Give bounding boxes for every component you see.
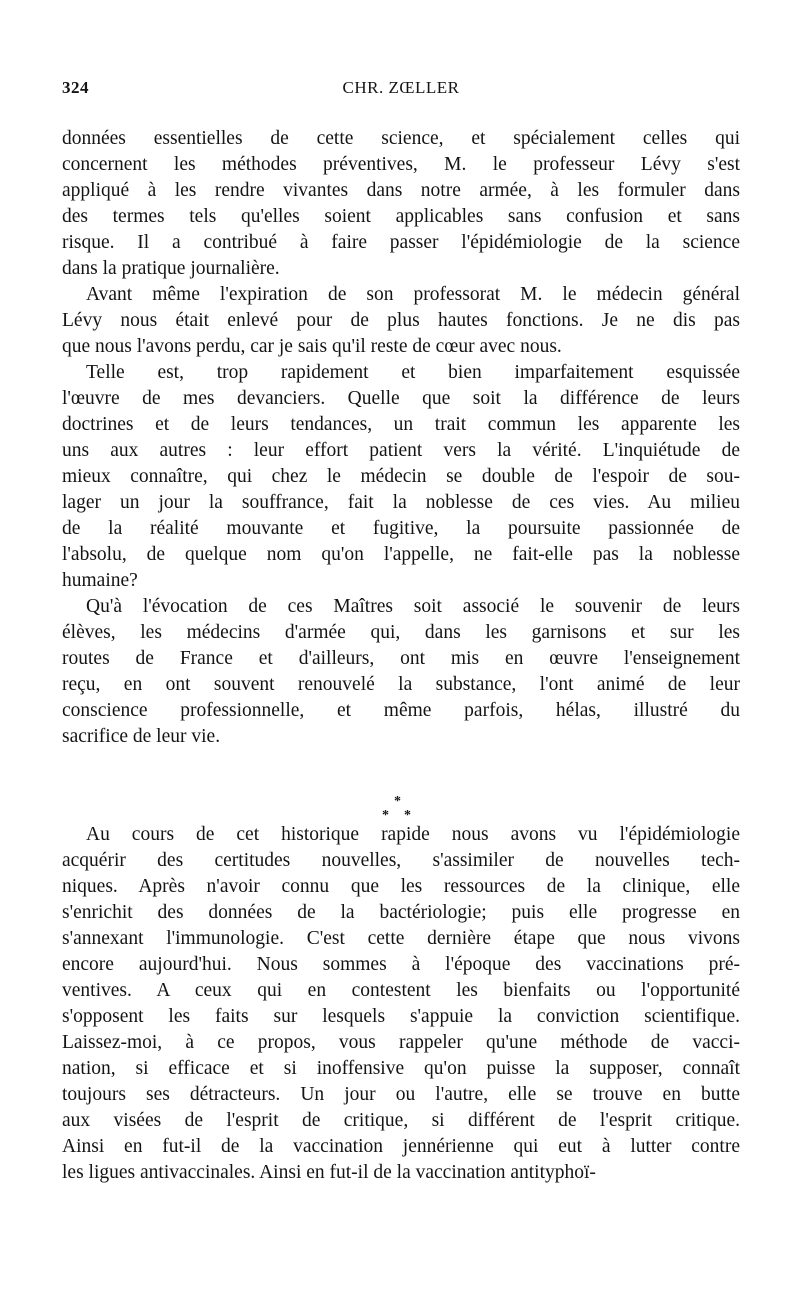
text-line: appliqué à les rendre vivantes dans notre armée, à les formuler dans: [62, 180, 740, 201]
text-line: conscience professionnelle, et même parfois, hélas, illustré du: [62, 700, 740, 721]
text-block-lower: [62, 822, 740, 1186]
text-line: Au cours de cet historique rapide nous avons vu l'épidémiologie: [86, 824, 740, 845]
text-line: des termes tels qu'elles soient applicables sans confusion et sans: [62, 206, 740, 227]
text-line: uns aux autres : leur effort patient vers la vérité. L'inquiétude de: [62, 440, 740, 461]
text-line: données essentielles de cette science, et spécialement celles qui: [62, 128, 740, 149]
text-line: nation, si efficace et si inoffensive qu'on puisse la supposer, connaît: [62, 1058, 740, 1079]
asterism-star: *: [394, 794, 401, 809]
text-line: de la réalité mouvante et fugitive, la poursuite passionnée de: [62, 518, 740, 539]
text-line: s'enrichit des données de la bactériologie; puis elle progresse en: [62, 902, 740, 923]
text-line: dans la pratique journalière.: [62, 258, 280, 279]
text-line: doctrines et de leurs tendances, un trait commun les apparente les: [62, 414, 740, 435]
text-line: humaine?: [62, 570, 138, 591]
text-line: l'œuvre de mes devanciers. Quelle que soit la différence de leurs: [62, 388, 740, 409]
text-line: ventives. A ceux qui en contestent les bienfaits ou l'opportunité: [62, 980, 740, 1001]
text-line: l'absolu, de quelque nom qu'on l'appelle, ne fait-elle pas la noblesse: [62, 544, 740, 565]
text-line: s'opposent les faits sur lesquels s'appuie la conviction scientifique.: [62, 1006, 740, 1027]
text-line: Avant même l'expiration de son professorat M. le médecin général: [86, 284, 740, 305]
page-number: 324: [62, 78, 89, 97]
text-line: encore aujourd'hui. Nous sommes à l'époque des vaccinations pré-: [62, 954, 740, 975]
text-line: sacrifice de leur vie.: [62, 726, 221, 747]
text-line: Laissez-moi, à ce propos, vous rappeler qu'une méthode de vacci-: [62, 1032, 740, 1053]
text-line: reçu, en ont souvent renouvelé la substance, l'ont animé de leur: [62, 674, 740, 695]
asterism-star: *: [382, 808, 389, 823]
text-line: élèves, les médecins d'armée qui, dans les garnisons et sur les: [62, 622, 740, 643]
text-line: Ainsi en fut-il de la vaccination jennérienne qui eut à lutter contre: [62, 1136, 740, 1157]
paragraph: [62, 822, 740, 1186]
text-line: mieux connaître, qui chez le médecin se double de l'espoir de sou-: [62, 466, 740, 487]
text-line: aux visées de l'esprit de critique, si différent de l'esprit critique.: [62, 1110, 740, 1131]
text-line: Telle est, trop rapidement et bien imparfaitement esquissée: [86, 362, 740, 383]
text-line: risque. Il a contribué à faire passer l'épidémiologie de la science: [62, 232, 740, 253]
text-line: toujours ses détracteurs. Un jour ou l'autre, elle se trouve en butte: [62, 1084, 740, 1105]
paragraph: [62, 360, 740, 594]
asterism-star: *: [404, 808, 411, 823]
running-head: CHR. ZŒLLER: [342, 78, 460, 97]
text-line: acquérir des certitudes nouvelles, s'assimiler de nouvelles tech-: [62, 850, 740, 871]
paragraph: [62, 594, 740, 750]
text-line: s'annexant l'immunologie. C'est cette dernière étape que nous vivons: [62, 928, 740, 949]
text-line: routes de France et d'ailleurs, ont mis en œuvre l'enseignement: [62, 648, 740, 669]
text-block-upper: [62, 126, 740, 750]
paragraph: [62, 126, 740, 282]
text-line: Lévy nous était enlevé pour de plus hautes fonctions. Je ne dis pas: [62, 310, 740, 331]
text-line: concernent les méthodes préventives, M. le professeur Lévy s'est: [62, 154, 740, 175]
text-line: lager un jour la souffrance, fait la noblesse de ces vies. Au milieu: [62, 492, 740, 513]
text-line: que nous l'avons perdu, car je sais qu'il reste de cœur avec nous.: [62, 336, 562, 357]
text-line: les ligues antivaccinales. Ainsi en fut-il de la vaccination antityphoï-: [62, 1162, 596, 1183]
text-line: niques. Après n'avoir connu que les ressources de la clinique, elle: [62, 876, 740, 897]
text-line: Qu'à l'évocation de ces Maîtres soit associé le souvenir de leurs: [86, 596, 740, 617]
page-header: [62, 78, 740, 102]
paragraph: [62, 282, 740, 360]
